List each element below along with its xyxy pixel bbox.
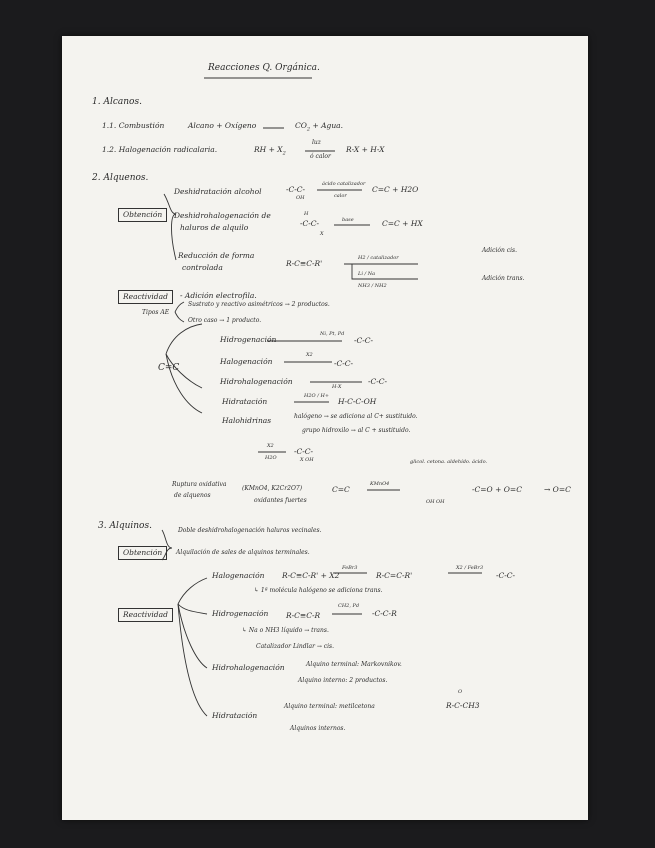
alq-hidrogenacion-label: Hidrogenación [212, 609, 269, 618]
halohidrinas-cond-top: X2 [267, 443, 274, 449]
rx-hidrohalogenacion-cond: H-X [332, 384, 342, 390]
reduccion-label-2: controlada [182, 263, 223, 272]
section-alquenos-heading: 2. Alquenos. [92, 173, 149, 183]
alq-hidrohalogenacion-label: Hidrohalogenación [212, 663, 285, 672]
halogenation-cond-bottom: ó calor [310, 153, 331, 160]
alquinos-obtencion-box: Obtención [118, 546, 167, 560]
deshidratacion-mol: -C-C- [286, 185, 306, 194]
halogenation-label: 1.2. Halogenación radicalaria. [102, 145, 218, 154]
deshidratacion-cond-top: ácido catalizador [322, 181, 366, 187]
reduccion-prod-cis: Adición cis. [482, 247, 518, 254]
deshidratacion-product: C=C + H2O [372, 185, 419, 194]
halohidrinas-product-sub: X OH [300, 457, 314, 463]
reduccion-mol: R-C≡C-R' [286, 259, 323, 268]
reduccion-label-1: Reducción de forma [178, 251, 255, 260]
alq-hidratacion-label: Hidratación [212, 711, 258, 720]
alq-halogenacion-cond: FeBr3 [342, 565, 358, 571]
rx-halogenacion-product: -C-C- [334, 359, 354, 368]
ruptura-cond: KMnO4 [370, 481, 390, 487]
section-alcanos-heading: 1. Alcanos. [92, 97, 142, 107]
rx-halogenacion-label: Halogenación [220, 357, 273, 366]
deshidratacion-cond-bottom: calor [334, 193, 347, 199]
halohidrinas-product: -C-C- [294, 447, 314, 456]
deshidratacion-oh: OH [296, 195, 305, 201]
ruptura-reagents-1: (KMnO4, K2Cr2O7) [242, 485, 303, 492]
alquinos-reactividad-box: Reactividad [118, 608, 173, 622]
ruptura-final: → O=C [544, 485, 571, 494]
alq-halogenacion-cond-2: X2 / FeBr3 [456, 565, 484, 571]
page-title: Reacciones Q. Orgánica. [208, 63, 320, 73]
alquenos-obtencion-box: Obtención [118, 208, 167, 222]
deshidratacion-label: Deshidratación alcohol [174, 187, 262, 196]
alq-hidrogenacion-note-2: Catalizador Lindlar → cis. [256, 643, 335, 650]
halogenation-products: R-X + H-X [346, 145, 385, 154]
reduccion-prod-trans: Adición trans. [482, 275, 525, 282]
deshidrohalogenacion-product: C=C + HX [382, 219, 423, 228]
rx-halohidrinas-note-2: grupo hidroxilo → al C + sustituido. [302, 427, 411, 434]
ruptura-reagents-2: oxidantes fuertes [254, 497, 307, 504]
alq-hidrogenacion-reactants: R-C≡C-R [286, 611, 321, 620]
rx-hidrogenacion-cond: Ni, Pt, Pd [320, 331, 345, 337]
rx-halohidrinas-label: Halohidrinas [222, 416, 272, 425]
ruptura-products: -C=O + O=C [472, 485, 522, 494]
alq-hidratacion-note-1: Alquino terminal: metilcetona [284, 703, 375, 710]
alq-hidratacion-o: O [458, 689, 463, 695]
ruptura-diol: OH OH [426, 499, 445, 505]
halogenation-reactants: RH + $X_2$ [254, 145, 286, 157]
alq-hidrogenacion-product: -C-C-R [372, 609, 397, 618]
combustion-products: $CO_2$ + Agua. [295, 121, 344, 133]
ruptura-mol: C=C [332, 485, 350, 494]
deshidrohalogenacion-cond: base [342, 217, 354, 223]
deshidrohalogenacion-x: X [320, 231, 324, 237]
halohidrinas-cond-bottom: H2O [265, 455, 277, 461]
alq-halogenacion-product-2: -C-C- [496, 571, 516, 580]
rx-hidrogenacion-product: -C-C- [354, 336, 374, 345]
alq-hidrohalogenacion-note-2: Alquino interno: 2 productos. [298, 677, 388, 684]
alquenos-reactividad-box: Reactividad [118, 290, 173, 304]
deshidrohalogenacion-mol: -C-C- [300, 219, 320, 228]
rx-halohidrinas-note-1: halógeno → se adiciona al C+ sustituido. [294, 413, 418, 420]
alq-hidrogenacion-note-1: ↳ Na o NH3 líquido → trans. [242, 627, 329, 634]
deshidrohalogenacion-h: H [304, 211, 309, 217]
rx-halogenacion-cond: X2 [306, 352, 313, 358]
section-alquinos-heading: 3. Alquinos. [98, 521, 152, 531]
alq-hidratacion-note-2: Alquinos internos. [290, 725, 346, 732]
halogenation-cond-top: luz [312, 139, 321, 146]
rx-hidrohalogenacion-label: Hidrohalogenación [220, 377, 293, 386]
alquinos-obtencion-2: Alquilación de sales de alquinos terminales. [176, 549, 310, 556]
ruptura-label-2: de alquenos [174, 492, 211, 499]
tipos-2: Otro caso → 1 producto. [188, 317, 262, 324]
alq-halogenacion-note: ↳ 1ª molécula halógeno se adiciona trans. [254, 587, 383, 594]
alq-hidratacion-product: R-C-CH3 [446, 701, 480, 710]
alq-halogenacion-product: R-C=C-R' [376, 571, 413, 580]
alq-halogenacion-reactants: R-C≡C-R' + X2 [282, 571, 340, 580]
alquinos-obtencion-1: Doble deshidrohalogenación haluros vecinales. [178, 527, 322, 534]
combustion-label: 1.1. Combustión [102, 121, 165, 130]
alkene-structure: C=C [158, 363, 180, 373]
alq-hidrogenacion-cond: CH2, Pd [338, 603, 360, 609]
reactividad-note: - Adición electrofila. [180, 291, 257, 300]
deshidrohalogenacion-label-1: Deshidrohalogenación de [174, 211, 271, 220]
tipos-1: Sustrato y reactivo asimétricos → 2 productos. [188, 301, 330, 308]
rx-hidrohalogenacion-product: -C-C- [368, 377, 388, 386]
reduccion-cond-2: Li / Na [358, 271, 376, 277]
ruptura-product-labels: glicol. cetona. aldehído. ácido. [410, 459, 488, 465]
reduccion-cond-1: H2 / catalizador [358, 255, 399, 261]
notebook-page [62, 36, 588, 820]
alq-halogenacion-label: Halogenación [212, 571, 265, 580]
rx-hidrogenacion-label: Hidrogenación [220, 335, 277, 344]
deshidrohalogenacion-label-2: haluros de alquilo [180, 223, 249, 232]
rx-hidratacion-cond: H2O / H+ [304, 393, 330, 399]
combustion-reactants: Alcano + Oxígeno [188, 121, 257, 130]
rx-hidratacion-product: H-C-C-OH [338, 397, 377, 406]
ruptura-label-1: Ruptura oxidativa [172, 481, 227, 488]
tipos-label: Tipos AE [142, 309, 170, 316]
rx-hidratacion-label: Hidratación [222, 397, 268, 406]
reduccion-cond-3: NH3 / NH2 [358, 283, 387, 289]
alq-hidrohalogenacion-note-1: Alquino terminal: Markovnikov. [306, 661, 402, 668]
